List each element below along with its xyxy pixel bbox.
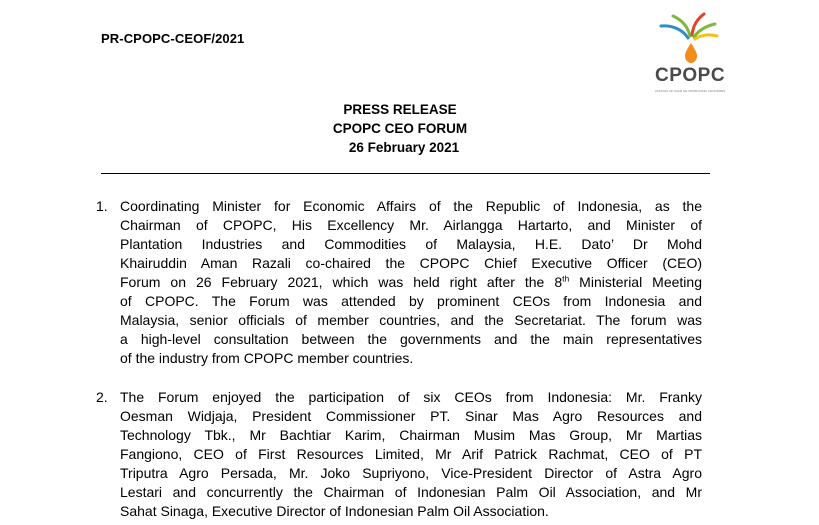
paragraph-number: 1.	[96, 198, 108, 214]
paragraph-line: a high-level consultation between the governments and the main representatives	[120, 331, 702, 347]
press-release-header	[300, 100, 500, 157]
paragraph-1	[96, 197, 702, 368]
logo-wordmark: CPOPC	[655, 65, 726, 86]
document-reference-number: PR-CPOPC-CEOF/2021	[101, 31, 245, 46]
paragraph-line-tail: Ministerial Meeting	[569, 274, 702, 290]
palm-oil-drop-emblem-icon	[655, 10, 723, 66]
paragraph-line: of the industry from CPOPC member countries.	[120, 350, 414, 366]
paragraph-line: Chairman of CPOPC, His Excellency Mr. Airlangga Hartarto, and Minister of	[120, 217, 702, 233]
paragraph-line: Fangiono, CEO of First Resources Limited, Mr Arif Patrick Rachmat, CEO of PT	[120, 446, 702, 462]
paragraph-line: Khairuddin Aman Razali co-chaired the CPOPC Chief Executive Officer (CEO)	[120, 255, 702, 271]
logo-subtitle: COUNCIL OF PALM OIL PRODUCING COUNTRIES	[655, 89, 726, 93]
paragraph-line: Plantation Industries and Commodities of Malaysia, H.E. Dato’ Dr Mohd	[120, 236, 702, 252]
paragraph-line	[120, 273, 702, 292]
paragraph-line: Sahat Sinaga, Executive Director of Indonesian Palm Oil Association.	[120, 503, 549, 519]
header-title: PRESS RELEASE	[343, 102, 457, 117]
paragraph-line: Technology Tbk., Mr Bachtiar Karim, Chairman Musim Mas Group, Mr Martias	[120, 427, 702, 443]
paragraph-line: Oesman Widjaja, President Commissioner PT. Sinar Mas Agro Resources and	[120, 408, 702, 424]
paragraph-line: Coordinating Minister for Economic Affairs of the Republic of Indonesia, as the	[120, 198, 702, 214]
paragraph-line-text: Forum on 26 February 2021, which was held right after the 8	[120, 274, 563, 290]
header-event: CPOPC CEO FORUM	[332, 121, 468, 136]
cpopc-logo	[655, 10, 726, 110]
ordinal-superscript: th	[562, 273, 570, 284]
header-date: 26 February 2021	[348, 140, 460, 155]
paragraph-number: 2.	[96, 389, 108, 405]
paragraph-2	[96, 388, 702, 521]
header-divider	[101, 173, 710, 174]
paragraph-line: The Forum enjoyed the participation of six CEOs from Indonesia: Mr. Franky	[120, 389, 702, 405]
paragraph-line: Malaysia, senior officials of member countries, and the Secretariat. The forum was	[120, 312, 702, 328]
paragraph-line: Triputra Agro Persada, Mr. Joko Supriyono, Vice-President Director of Astra Agro	[120, 465, 702, 481]
paragraph-line: Lestari and concurrently the Chairman of Indonesian Palm Oil Association, and Mr	[120, 484, 702, 500]
paragraph-line: of CPOPC. The Forum was attended by prominent CEOs from Indonesia and	[120, 293, 702, 309]
